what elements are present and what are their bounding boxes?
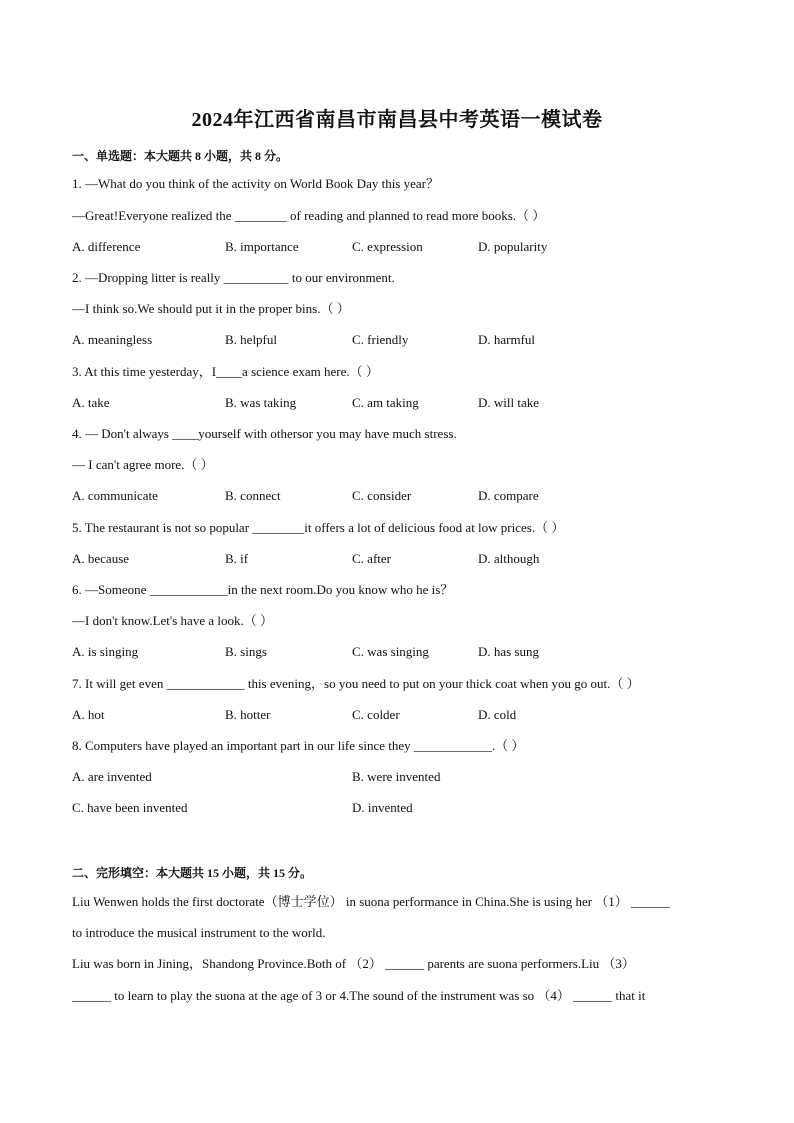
- question-1-reply: —Great!Everyone realized the ________ of reading and planned to read more books.（ ）: [72, 208, 546, 223]
- question-8-option-b: B. were invented: [352, 769, 441, 784]
- question-3-option-a: A. take: [72, 395, 110, 410]
- question-3-stem: 3. At this time yesterday，I____a science exam here.（ ）: [72, 364, 379, 379]
- section-heading-single-choice: 一、单选题：本大题共 8 小题，共 8 分。: [72, 149, 289, 163]
- question-5-option-c: C. after: [352, 551, 391, 566]
- question-2-reply: —I think so.We should put it in the proper bins.（ ）: [72, 301, 350, 316]
- question-8-stem: 8. Computers have played an important part in our life since they ____________.（ ）: [72, 738, 525, 753]
- question-4-option-a: A. communicate: [72, 488, 158, 503]
- question-7-option-a: A. hot: [72, 707, 105, 722]
- question-4-stem: 4. — Don't always ____yourself with othersor you may have much stress.: [72, 426, 457, 441]
- question-3-option-d: D. will take: [478, 395, 540, 410]
- cloze-passage-line-4: ______ to learn to play the suona at the age of 3 or 4.The sound of the instrument was so （4） ______ that it: [72, 988, 646, 1003]
- question-6-reply: —I don't know.Let's have a look.（ ）: [72, 613, 273, 628]
- question-3-option-b: B. was taking: [225, 395, 297, 410]
- page-title: 2024年江西省南昌市南昌县中考英语一模试卷: [191, 109, 603, 131]
- question-6-option-d: D. has sung: [478, 644, 540, 659]
- question-4-reply: — I can't agree more.（ ）: [72, 457, 214, 472]
- question-8-option-a: A. are invented: [72, 769, 152, 784]
- question-6-stem: 6. —Someone ____________in the next room.Do you know who he is？: [72, 582, 454, 597]
- question-1-stem: 1. —What do you think of the activity on World Book Day this year？: [72, 176, 439, 191]
- question-2-option-d: D. harmful: [478, 332, 536, 347]
- question-4-option-c: C. consider: [352, 488, 412, 503]
- question-8-option-d: D. invented: [352, 800, 413, 815]
- question-1-option-d: D. popularity: [478, 239, 548, 254]
- question-7-option-c: C. colder: [352, 707, 400, 722]
- question-1-option-c: C. expression: [352, 239, 423, 254]
- cloze-passage-line-1: Liu Wenwen holds the first doctorate（博士学位） in suona performance in China.She is using her （1） ______: [72, 894, 671, 909]
- question-7-option-b: B. hotter: [225, 707, 271, 722]
- question-7-stem: 7. It will get even ____________ this evening，so you need to put on your thick coat when you go out.（ ）: [72, 676, 640, 691]
- question-5-option-d: D. although: [478, 551, 540, 566]
- cloze-passage-line-2: to introduce the musical instrument to the world.: [72, 925, 326, 940]
- question-2-stem: 2. —Dropping litter is really __________ to our environment.: [72, 270, 395, 285]
- question-1-option-b: B. importance: [225, 239, 299, 254]
- question-5-stem: 5. The restaurant is not so popular ________it offers a lot of delicious food at low prices.（ ）: [72, 520, 565, 535]
- question-2-option-b: B. helpful: [225, 332, 277, 347]
- question-3-option-c: C. am taking: [352, 395, 419, 410]
- question-4-option-b: B. connect: [225, 488, 281, 503]
- question-6-option-c: C. was singing: [352, 644, 429, 659]
- question-8-option-c: C. have been invented: [72, 800, 188, 815]
- question-2-option-c: C. friendly: [352, 332, 409, 347]
- cloze-passage-line-3: Liu was born in Jining，Shandong Province.Both of （2） ______ parents are suona performers.Liu （3）: [72, 956, 635, 971]
- question-7-option-d: D. cold: [478, 707, 517, 722]
- question-6-option-b: B. sings: [225, 644, 267, 659]
- question-4-option-d: D. compare: [478, 488, 539, 503]
- question-5-option-b: B. if: [225, 551, 249, 566]
- section-heading-cloze: 二、完形填空：本大题共 15 小题，共 15 分。: [72, 866, 313, 880]
- question-2-option-a: A. meaningless: [72, 332, 153, 347]
- question-1-option-a: A. difference: [72, 239, 141, 254]
- question-6-option-a: A. is singing: [72, 644, 139, 659]
- question-5-option-a: A. because: [72, 551, 130, 566]
